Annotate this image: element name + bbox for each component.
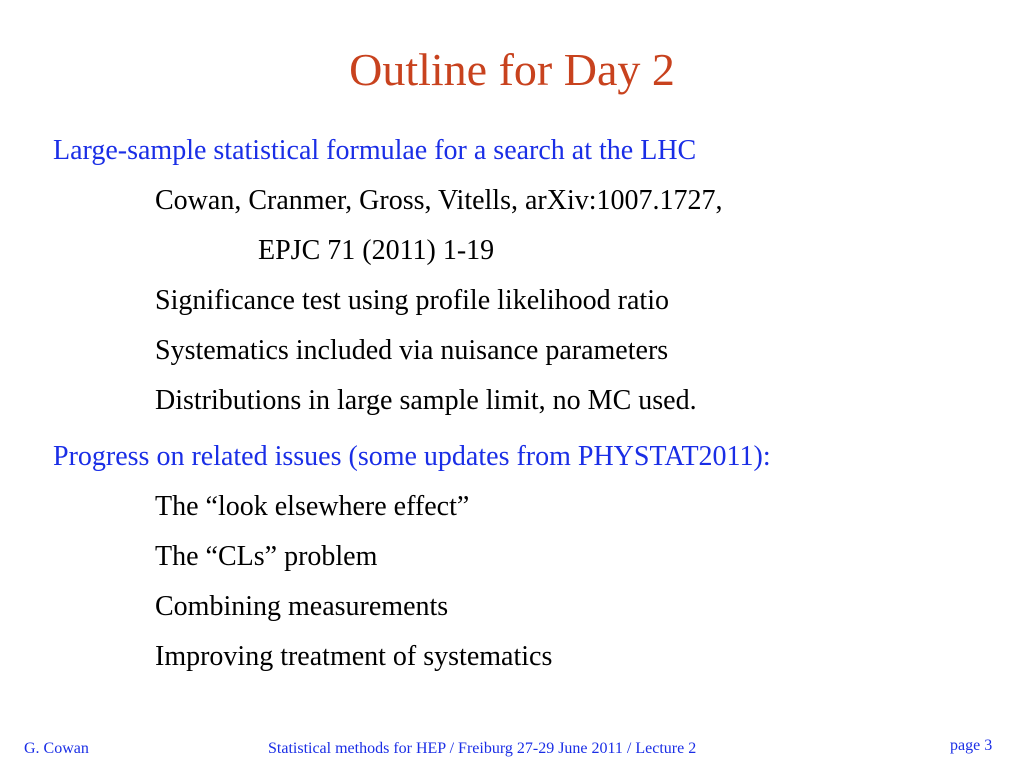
section2-item-2: The “CLs” problem xyxy=(155,541,378,572)
footer-page-number: page 3 xyxy=(950,737,993,754)
section1-item-1: Significance test using profile likelihood ratio xyxy=(155,285,669,316)
section2-item-1: The “look elsewhere effect” xyxy=(155,491,470,522)
section2-item-3: Combining measurements xyxy=(155,591,449,622)
section2-item-4: Improving treatment of systematics xyxy=(155,641,553,672)
section1-item-2: Systematics included via nuisance parameters xyxy=(155,335,669,366)
section1-item-3: Distributions in large sample limit, no MC used. xyxy=(155,385,697,416)
footer-author: G. Cowan xyxy=(24,740,89,757)
section1-heading: Large-sample statistical formulae for a search at the LHC xyxy=(53,135,697,166)
reference-line-2: EPJC 71 (2011) 1-19 xyxy=(258,235,495,266)
section2-heading: Progress on related issues (some updates from PHYSTAT2011): xyxy=(53,441,771,472)
footer-course: Statistical methods for HEP / Freiburg 27-29 June 2011 / Lecture 2 xyxy=(268,740,697,757)
slide-title: Outline for Day 2 xyxy=(349,44,675,95)
reference-line-1: Cowan, Cranmer, Gross, Vitells, arXiv:1007.1727, xyxy=(155,185,723,216)
